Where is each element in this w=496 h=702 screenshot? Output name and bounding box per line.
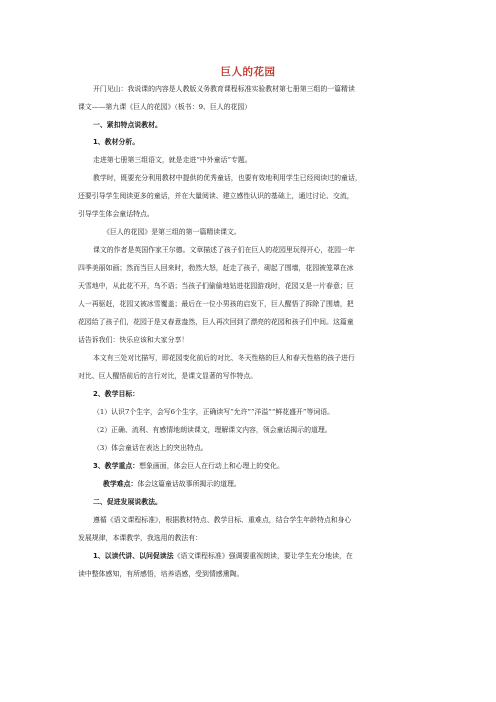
paragraph-line [103, 479, 241, 489]
paragraph-line [93, 407, 334, 417]
line-text: 体会这篇童话故事所揭示的道理。 [137, 480, 241, 488]
heading-text: 1、以读代讲、以问促读法 [93, 552, 174, 560]
paragraph-line [78, 533, 202, 543]
line-text: （1）认识7个生字，会写6个生字，正确读写“允许”“洋溢”“鲜花盛开”等词语。 [93, 408, 335, 416]
paragraph-line [93, 353, 355, 363]
line-text: 《巨人的花园》是第三组的第一篇精读课文。 [103, 228, 241, 236]
document-title: 巨人的花园 [220, 66, 276, 78]
paragraph-line [78, 191, 354, 201]
line-text: 课文的作者是英国作家王尔德。文章描述了孩子们在巨人的花园里玩得开心，花园一年 [93, 246, 355, 254]
paragraph-line [93, 497, 162, 507]
line-text: 想象画面，体会巨人在行动上和心理上的变化。 [139, 462, 284, 470]
paragraph-line [78, 281, 354, 291]
line-text: 发展规律，本课教学，我选用的教法有： [78, 534, 203, 542]
line-text: 天雪地中，从此花不开，鸟不语；当孩子们偷偷地钻进花园游戏时，花园又是一片春意；巨 [78, 282, 354, 290]
line-text: 走进第七册第三组语文，就是走进“中外童话”专题。 [93, 156, 252, 164]
paragraph-line [93, 173, 362, 183]
paragraph-line [78, 209, 154, 219]
line-text: 对比、巨人醒悟前后的言行对比，是课文显著的写作特点。 [78, 372, 258, 380]
line-text: 课文——第九课《巨人的花园》（板书：9、巨人的花园） [78, 103, 252, 111]
paragraph-line [78, 569, 243, 579]
paragraph-line [93, 551, 353, 561]
paragraph-line [78, 299, 354, 309]
paragraph-line [93, 389, 139, 399]
paragraph-line [93, 155, 252, 165]
paragraph-line [93, 425, 332, 435]
line-text: 还要引导学生阅读更多的童话，并在大量阅读、建立感性认识的基础上，通过讨论、交流， [78, 192, 354, 200]
line-text: 四季美丽如画；然而当巨人回来时，勃然大怒，赶走了孩子，砌起了围墙，花园被笼罩在冰 [78, 264, 354, 272]
line-text: 人一再驱赶，花园又被冰雪覆盖；最后在一位小男孩的启发下，巨人醒悟了拆除了围墙，把 [78, 300, 354, 308]
paragraph-line [93, 245, 355, 255]
paragraph-line [93, 84, 355, 94]
paragraph-line [78, 263, 354, 273]
paragraph-line [78, 102, 251, 112]
line-text: 《语文课程标准》强调要重视朗读，要让学生充分地读，在 [173, 552, 353, 560]
line-text: 读中整体感知，有所感悟，培养语感，受到情感熏陶。 [78, 570, 244, 578]
line-text: 本文有三处对比描写，即花园变化前后的对比、冬天性格的巨人和春天性格的孩子进行 [93, 354, 355, 362]
heading-text: 一、紧扣特点说教材。 [93, 121, 162, 129]
paragraph-line [78, 317, 354, 327]
line-text: 话告诉我们：快乐应该和大家分享！ [78, 336, 189, 344]
line-text: （3）体会童话在表达上的突出特点。 [93, 444, 208, 452]
paragraph-line [103, 227, 241, 237]
heading-text: 1、教材分析。 [93, 138, 140, 146]
heading-text: 教学难点： [103, 480, 138, 488]
heading-text: 二、促进发展说教法。 [93, 498, 162, 506]
paragraph-line [93, 515, 351, 525]
paragraph-line [93, 120, 162, 130]
paragraph-line [93, 137, 139, 147]
paragraph-line [93, 461, 284, 471]
line-text: 引导学生体会童话特点。 [78, 210, 154, 218]
line-text: 教学时，既要充分利用教材中提供的优秀童话，也要有效地利用学生已经阅读过的童话， [93, 174, 362, 182]
heading-text: 2、教学目标： [93, 390, 140, 398]
paragraph-line [78, 335, 188, 345]
line-text: 遵循《语文课程标准》，根据教材特点、教学目标、重难点，结合学生年龄特点和身心 [93, 516, 352, 524]
line-text: 花园给了孩子们，花园于是又春意盎然，巨人再次回到了漂亮的花园和孩子们中间。这篇童 [78, 318, 354, 326]
line-text: （2）正确、流利、有感情地朗读课文，理解课文内容，领会童话揭示的道理。 [93, 426, 332, 434]
line-text: 开门见山：我说课的内容是人教版义务教育课程标准实验教材第七册第三组的一篇精读 [93, 85, 355, 93]
paragraph-line [78, 371, 257, 381]
paragraph-line [93, 443, 208, 453]
heading-text: 3、教学重点： [93, 462, 140, 470]
